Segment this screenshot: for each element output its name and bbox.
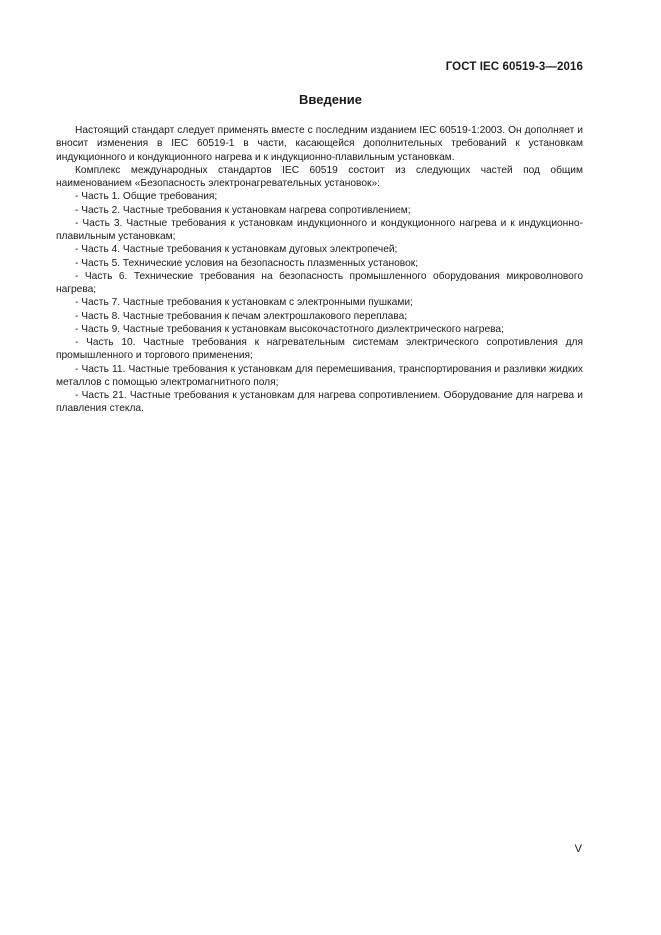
document-code-header: ГОСТ IEC 60519-3—2016: [445, 61, 583, 73]
list-item-part-6: - Часть 6. Технические требования на безопасность промышленного оборудования микроволнового нагрева;: [56, 270, 583, 295]
list-item-part-8: - Часть 8. Частные требования к печам электрошлакового переплава;: [75, 310, 408, 322]
section-title: Введение: [299, 92, 362, 107]
list-item-part-4: - Часть 4. Частные требования к установкам дуговых электропечей;: [75, 244, 398, 256]
list-item-part-1: - Часть 1. Общие требования;: [75, 191, 218, 203]
list-item-part-21: - Часть 21. Частные требования к установкам для нагрева сопротивлением. Оборудование для нагрева и плавления стекла.: [56, 390, 583, 415]
list-item-part-11: - Часть 11. Частные требования к установкам для перемешивания, транспортирования и разливки жидких металлов с помощью электромагнитного поля;: [56, 363, 583, 388]
list-item-part-3: - Часть 3. Частные требования к установкам индукционного и кондукционного нагрева и к индукционно-плавильным установкам;: [56, 217, 583, 242]
list-item-part-9: - Часть 9. Частные требования к установкам высокочастотного диэлектрического нагрева;: [75, 323, 504, 335]
intro-paragraph: Настоящий стандарт следует применять вместе с последним изданием IEC 60519-1:2003. Он дополняет и вносит изменения в IEC 60519-1 в части, касающейся дополнительных требований к установкам индукционного и кондукционного нагрева и к индукционно-плавильным установкам.: [56, 125, 583, 163]
page-number: V: [574, 843, 582, 855]
body-text: [56, 124, 583, 416]
list-item-part-2: - Часть 2. Частные требования к установкам нагрева сопротивлением;: [75, 204, 411, 216]
list-item-part-7: - Часть 7. Частные требования к установкам с электронными пушками;: [75, 297, 413, 309]
list-item-part-5: - Часть 5. Технические условия на безопасность плазменных установок;: [75, 257, 419, 269]
list-item-part-10: - Часть 10. Частные требования к нагревательным системам электрического сопротивления для промышленного и торгового применения;: [56, 337, 583, 362]
intro-paragraph: Комплекс международных стандартов IEC 60519 состоит из следующих частей под общим наименованием «Безопасность электронагревательных установок»:: [56, 164, 583, 189]
